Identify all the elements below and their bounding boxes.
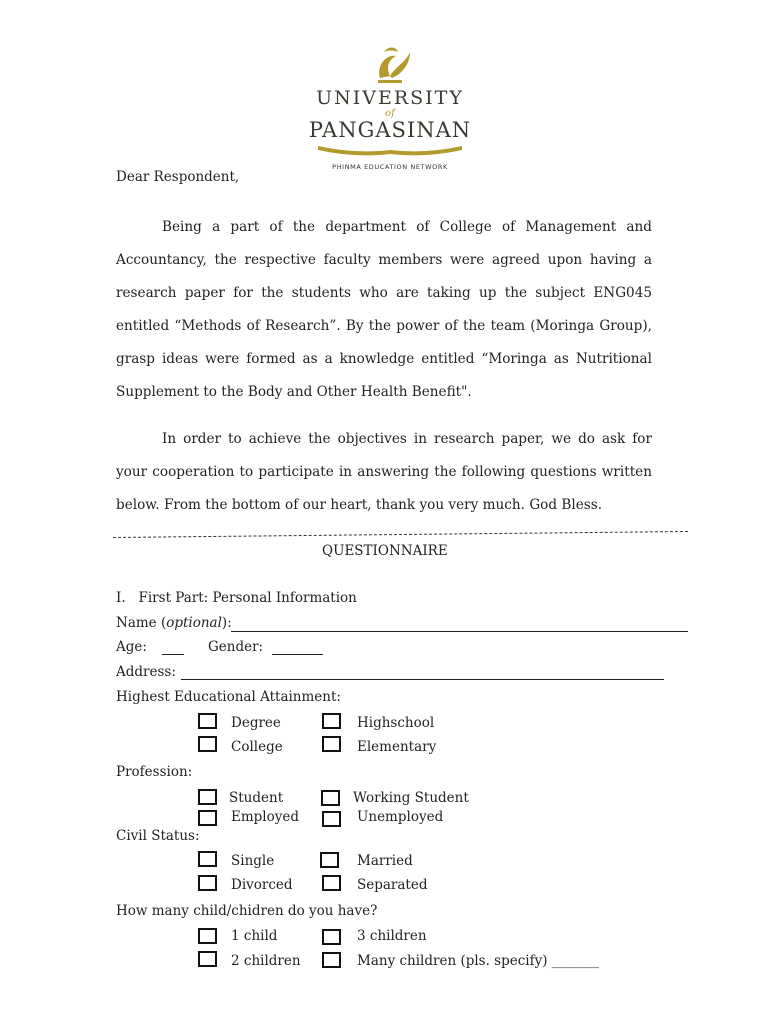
many-children-checkbox[interactable] [322,952,341,968]
para1-line: research paper for the students who are taking up the subject ENG045 [116,285,652,301]
single-option: Single [231,853,275,869]
highschool-checkbox[interactable] [322,713,341,729]
para1-line: grasp ideas were formed as a knowledge entitled “Moringa as Nutritional [116,351,652,367]
logo-pangasinan-text: PANGASINAN [308,118,472,142]
one-child-checkbox[interactable] [198,928,217,944]
para1-line: Being a part of the department of College of Management and [162,219,652,235]
three-children-checkbox[interactable] [322,929,341,945]
para1-line: entitled “Methods of Research”. By the power of the team (Moringa Group), [116,318,652,334]
name-label: Name (optional): [116,615,232,631]
para2-line: your cooperation to participate in answering the following questions written [116,464,652,480]
student-option: Student [229,790,284,806]
single-checkbox[interactable] [198,851,217,867]
optional-text: optional [166,615,222,631]
university-logo [300,44,480,176]
highschool-option: Highschool [357,715,435,731]
age-label: Age: [116,639,147,655]
profession-label: Profession: [116,764,193,780]
part1-heading: I. First Part: Personal Information [116,590,357,606]
employed-option: Employed [231,809,300,825]
gender-label: Gender: [208,639,264,655]
two-children-option: 2 children [231,953,301,969]
para1-line: Supplement to the Body and Other Health Benefit". [116,384,472,400]
address-label: Address: [116,664,176,680]
unemployed-checkbox[interactable] [322,811,341,827]
education-label: Highest Educational Attainment: [116,689,341,705]
crest-icon [366,44,414,88]
logo-tagline: PHINMA EDUCATION NETWORK [332,163,448,171]
dashed-divider [113,531,688,538]
divorced-checkbox[interactable] [198,875,217,891]
request-paragraph [116,430,652,529]
gender-field[interactable] [272,654,323,655]
questionnaire-title: QUESTIONNAIRE [322,543,448,559]
working-student-option: Working Student [353,790,469,806]
two-children-checkbox[interactable] [198,951,217,967]
college-option: College [231,739,283,755]
married-option: Married [357,853,413,869]
para2-line: In order to achieve the objectives in research paper, we do ask for [162,431,652,447]
address-field[interactable] [181,679,664,680]
working-student-checkbox[interactable] [321,790,340,806]
three-children-option: 3 children [357,928,427,944]
unemployed-option: Unemployed [357,809,444,825]
student-checkbox[interactable] [198,789,217,805]
married-checkbox[interactable] [320,852,339,868]
book-icon [314,144,466,158]
salutation: Dear Respondent, [116,169,240,185]
one-child-option: 1 child [231,928,278,944]
elementary-option: Elementary [357,739,437,755]
degree-checkbox[interactable] [198,713,217,729]
employed-checkbox[interactable] [198,810,217,826]
logo-of-text: of [385,108,395,119]
para1-line: Accountancy, the respective faculty members were agreed upon having a [116,252,652,268]
logo-university-text: UNIVERSITY [316,87,464,109]
age-field[interactable] [162,654,184,655]
many-children-option: Many children (pls. specify) _______ [357,953,600,969]
separated-checkbox[interactable] [322,875,341,891]
para2-line: below. From the bottom of our heart, thank you very much. God Bless. [116,497,603,513]
children-label: How many child/chidren do you have? [116,903,378,919]
name-field[interactable] [231,631,688,632]
intro-paragraph [116,218,652,416]
civil-status-label: Civil Status: [116,828,200,844]
degree-option: Degree [231,715,281,731]
divorced-option: Divorced [231,877,293,893]
college-checkbox[interactable] [198,736,217,752]
elementary-checkbox[interactable] [322,736,341,752]
separated-option: Separated [357,877,428,893]
